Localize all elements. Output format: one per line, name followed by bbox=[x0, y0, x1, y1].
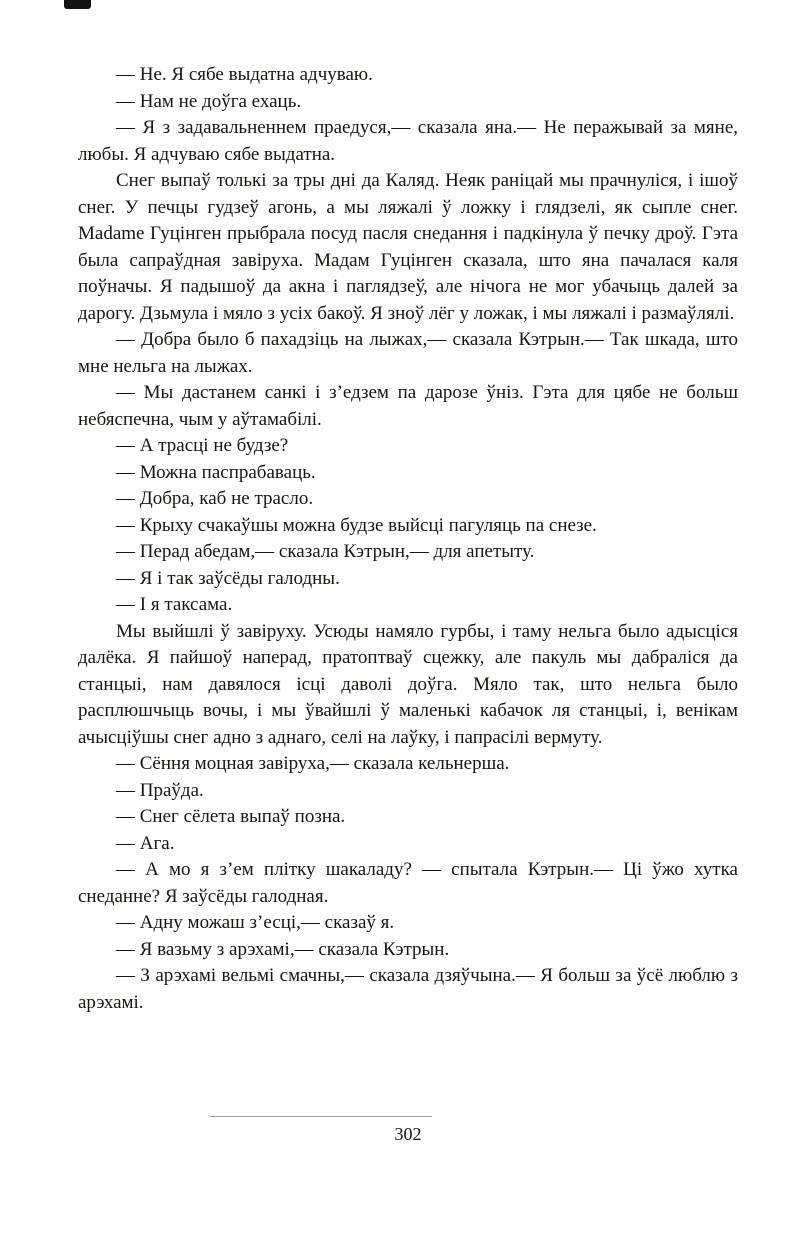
text-block bbox=[78, 62, 738, 1016]
scan-artifact-mark bbox=[64, 0, 91, 9]
paragraph: — Я з задавальненнем праедуся,— сказала яна.— Не перажывай за мяне, любы. Я адчуваю сябе выдатна. bbox=[78, 117, 738, 165]
paragraph: — Добра было б пахадзіць на лыжах,— сказала Кэтрын.— Так шкада, што мне нельга на лыжах. bbox=[78, 329, 738, 377]
paragraph: — А мо я з’ем плітку шакаладу? — спытала Кэтрын.— Ці ўжо хутка снеданне? Я заўсёды галодная. bbox=[78, 859, 738, 907]
paragraph: — Я вазьму з арэхамі,— сказала Кэтрын. bbox=[116, 938, 450, 960]
paragraph: — Праўда. bbox=[116, 779, 204, 801]
paragraph: — Ага. bbox=[116, 832, 175, 854]
paragraph: — Нам не доўга ехаць. bbox=[116, 90, 302, 112]
paragraph: — Снег сёлета выпаў позна. bbox=[116, 806, 346, 827]
paragraph: — Адну можаш з’есці,— сказаў я. bbox=[116, 912, 395, 933]
paragraph: — Перад абедам,— сказала Кэтрын,— для апетыту. bbox=[116, 541, 535, 562]
paragraph: — Сёння моцная завіруха,— сказала кельнерша. bbox=[116, 753, 510, 774]
paragraph: — Я і так заўсёды галодны. bbox=[116, 567, 340, 589]
paragraph: — Добра, каб не трасло. bbox=[116, 488, 314, 509]
paragraph: — Крыху счакаўшы можна будзе выйсці пагуляць па снезе. bbox=[116, 514, 597, 536]
paragraph: Снег выпаў толькі за тры дні да Каляд. Неяк раніцай мы прачнуліся, і ішоў снег. У печцы гудзеў агонь, а мы ляжалі ў ложку і глядзелі, як сыпле снег. Madame Гуцінген прыбрала посуд пасля снедання і падкінула ў печку дроў. Гэта была сапраўдная завіруха. Мадам Гуцінген сказала, што яна пачалася каля поўначы. Я падышоў да акна і паглядзеў, але нічога не мог убачыць далей за дарогу. Дзьмула і мяло з усіх бакоў. Я зноў лёг у ложак, і мы ляжалі і размаўлялі. bbox=[78, 170, 738, 324]
paragraph: — З арэхамі вельмі смачны,— сказала дзяўчына.— Я больш за ўсё люблю з арэхамі. bbox=[78, 965, 738, 1013]
paragraph: — Можна паспрабаваць. bbox=[116, 461, 316, 483]
paragraph: — Мы дастанем санкі і з’едзем па дарозе ўніз. Гэта для цябе не больш небяспечна, чым у аўтамабілі. bbox=[78, 382, 738, 430]
page-number: 302 bbox=[394, 1124, 422, 1144]
paragraph: Мы выйшлі ў завіруху. Усюды намяло гурбы, і таму нельга было адысціся далёка. Я пайшоў наперад, пратоптваў сцежку, але пакуль мы дабраліся да станцыі, нам давялося ісці даволі доўга. Мяло так, што нельга было расплюшчыць вочы, і мы ўвайшлі ў маленькі кабачок ля станцыі, і, венікам ачысціўшы снег адно з аднаго, селі на лаўку, і папрасілі вермуту. bbox=[78, 620, 738, 748]
footer-rule bbox=[210, 1116, 432, 1117]
paragraph: — І я таксама. bbox=[116, 594, 233, 615]
paragraph: — А трасці не будзе? bbox=[116, 435, 289, 456]
paragraph: — Не. Я сябе выдатна адчуваю. bbox=[116, 64, 373, 85]
